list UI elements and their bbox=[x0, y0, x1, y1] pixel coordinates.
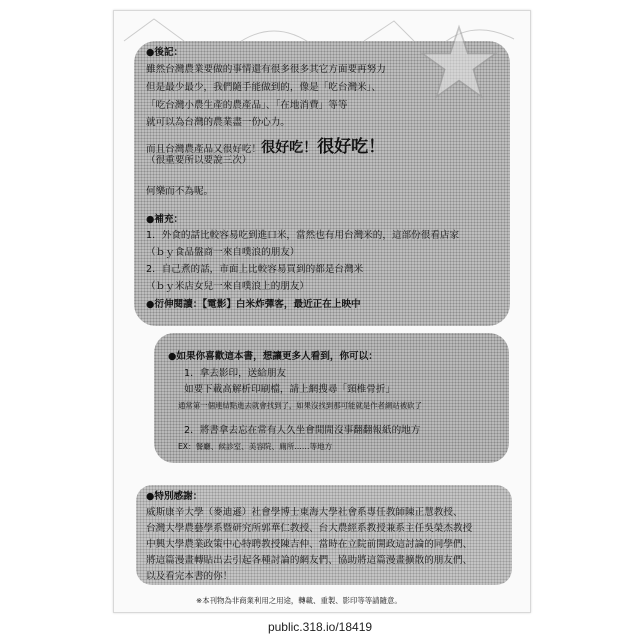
share-line-4: 2．將書拿去忘在常有人久坐會閒閒沒事翻翻報紙的地方 bbox=[184, 425, 421, 436]
thanks-heading: ●特別感謝： bbox=[146, 491, 203, 502]
source-url[interactable]: public.318.io/18419 bbox=[267, 620, 373, 634]
extended-reading: ●衍伸閱讀：【電影】白米炸彈客，最近正在上映中 bbox=[146, 299, 361, 310]
thanks-line-4: 將這篇漫畫轉貼出去引起各種討論的網友們、協助將這篇漫畫擴散的朋友們、 bbox=[146, 555, 473, 566]
share-line-2: 如要下載高解析印刷檔，請上網搜尋「頸椎骨折」 bbox=[184, 384, 396, 395]
afterword-emphasis-1: 很好吃！ bbox=[261, 140, 318, 156]
share-line-3: 通常第一個連結點進去就會找到了，如果沒找到那可能就是作者網站被砍了 bbox=[178, 401, 422, 410]
booklet-page bbox=[113, 10, 531, 613]
afterword-line-3: 「吃台灣小農生產的農產品」、「在地消費」等等 bbox=[146, 100, 348, 111]
afterword-line-6: （很重要所以要說三次） bbox=[146, 155, 252, 166]
share-line-1: 1．拿去影印，送給朋友 bbox=[184, 368, 287, 379]
thanks-line-2: 台灣大學農藝學系暨研究所郭華仁教授、台大農經系教授兼系主任吳榮杰教授 bbox=[146, 523, 473, 534]
supplement-line-2: （ｂｙ食品盤商一來自噗浪的朋友） bbox=[146, 247, 300, 258]
share-line-5: EX：餐廳、候診室、美容院、廁所……等地方 bbox=[178, 442, 333, 451]
footer-note: ※本刊物為非商業利用之用途，轉載、重製、影印等等請隨意。 bbox=[196, 596, 402, 605]
afterword-line-5-text: 而且台灣農產品又很好吃！ bbox=[146, 144, 262, 155]
afterword-line-2: 但是最少最少，我們隨手能做到的，像是「吃台灣米」、 bbox=[146, 82, 382, 93]
supplement-heading: ●補充： bbox=[146, 214, 184, 225]
afterword-heading: ●後記： bbox=[146, 47, 184, 58]
thanks-line-5: 以及看完本書的你！ bbox=[146, 571, 233, 582]
supplement-line-3: 2．自己煮的話，市面上比較容易買到的都是台灣米 bbox=[146, 264, 364, 275]
share-heading: ●如果你喜歡這本書，想讓更多人看到，你可以： bbox=[168, 351, 378, 362]
afterword-line-5 bbox=[146, 138, 385, 156]
afterword-line-1: 雖然台灣農業要做的事情還有很多很多其它方面要再努力 bbox=[146, 64, 386, 75]
afterword-emphasis-2: 很好吃！ bbox=[317, 137, 386, 157]
afterword-line-7: 何樂而不為呢。 bbox=[146, 186, 214, 197]
afterword-line-4: 就可以為台灣的農業盡一份心力。 bbox=[146, 117, 290, 128]
thanks-line-3: 中興大學農業政策中心特聘教授陳吉仲、當時在立院前開政這討論的同學們、 bbox=[146, 539, 473, 550]
supplement-line-1: 1．外食的話比較容易吃到進口米，當然也有用台灣米的，這部份很看店家 bbox=[146, 230, 460, 241]
supplement-line-4: （ｂｙ米店女兒一來自噗浪上的朋友） bbox=[146, 281, 310, 292]
thanks-line-1: 威斯康辛大學（麥迪遜）社會學博士東海大學社會系專任教師陳正慧教授、 bbox=[146, 507, 463, 518]
star-icon bbox=[419, 23, 499, 103]
